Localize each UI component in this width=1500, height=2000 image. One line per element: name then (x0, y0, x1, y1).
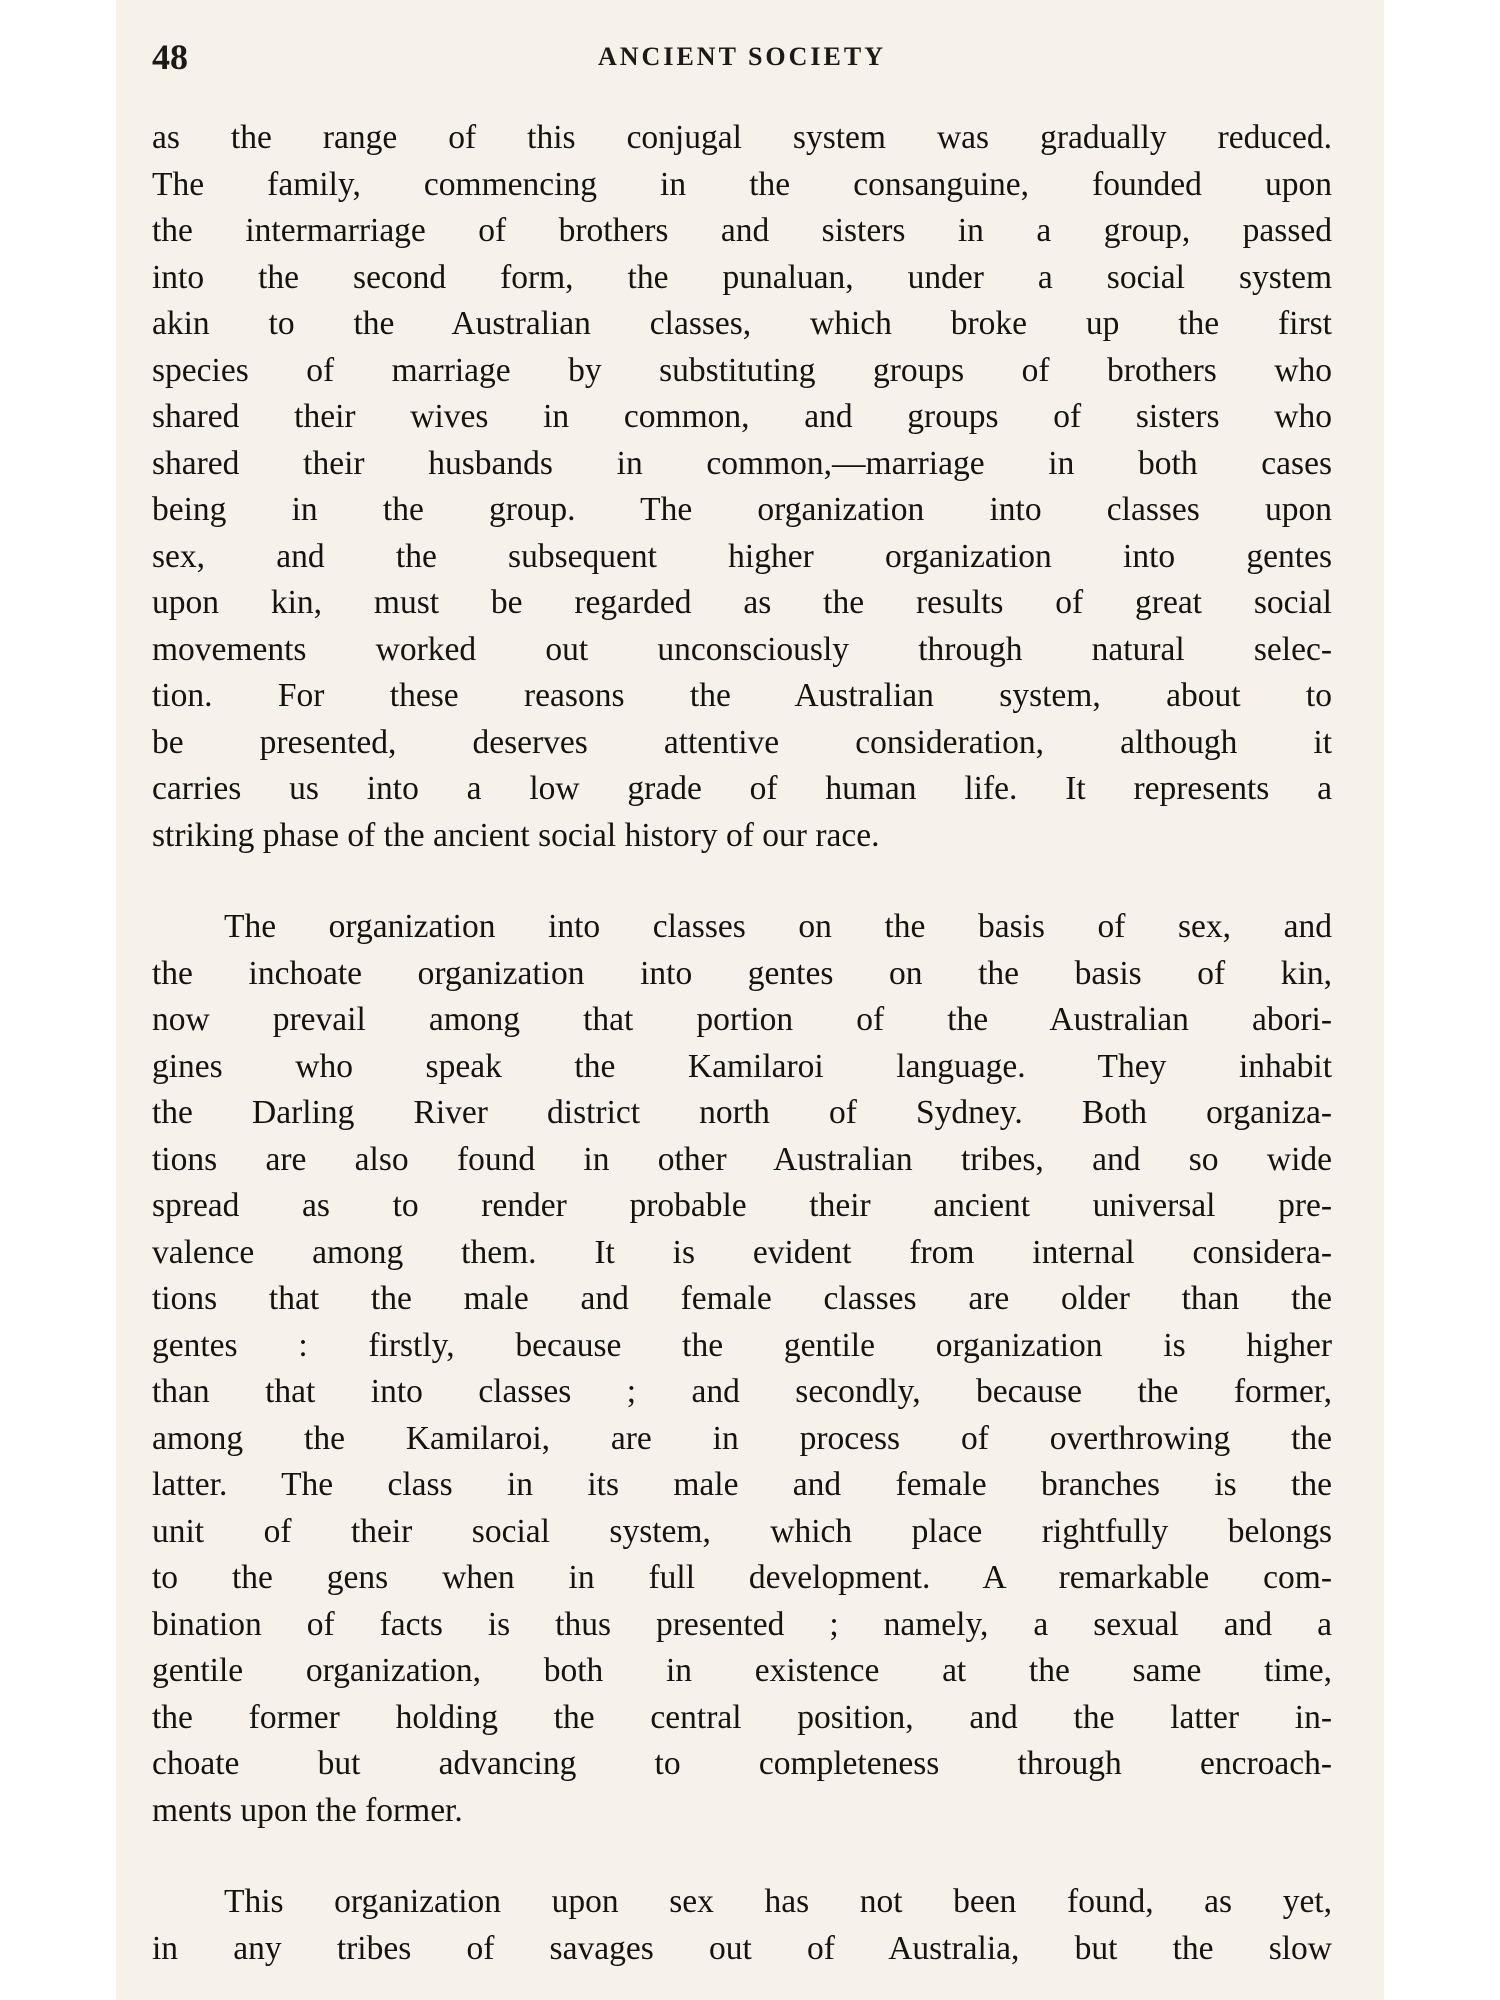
text-line: This organization upon sex has not been found, as yet, (224, 1883, 1332, 1920)
text-line: The organization into classes on the basis of sex, and (224, 908, 1332, 945)
text-line: carries us into a low grade of human life. It represents a (152, 770, 1332, 807)
text-line: be presented, deserves attentive consideration, although it (152, 723, 1332, 761)
paragraph-3 (152, 1879, 1332, 1972)
text-line: into the second form, the punaluan, under a social system (152, 258, 1332, 296)
text-line: as the range of this conjugal system was gradually reduced. (152, 119, 1332, 156)
text-line: akin to the Australian classes, which broke up the first (152, 305, 1332, 342)
text-line: latter. The class in its male and female branches is the (152, 1466, 1332, 1503)
text-line: tions are also found in other Australian tribes, and so wide (152, 1140, 1332, 1178)
text-line: being in the group. The organization into classes upon (152, 491, 1332, 528)
text-line: tion. For these reasons the Australian system, about to (152, 677, 1332, 714)
text-line: valence among them. It is evident from internal considera- (152, 1233, 1332, 1271)
text-line: spread as to render probable their ancient universal pre- (152, 1187, 1332, 1224)
text-line: gentile organization, both in existence at the same time, (152, 1652, 1332, 1689)
text-line: to the gens when in full development. A remarkable com- (152, 1559, 1332, 1596)
text-line: species of marriage by substituting groups of brothers who (152, 351, 1332, 389)
page-number: 48 (152, 37, 188, 77)
text-line: ments upon the former. (152, 1791, 463, 1829)
text-line: The family, commencing in the consanguine, founded upon (152, 165, 1332, 203)
text-line: shared their husbands in common,—marriage in both cases (152, 444, 1332, 482)
text-line: bination of facts is thus presented ; namely, a sexual and a (152, 1605, 1332, 1643)
text-line: gentes : firstly, because the gentile organization is higher (152, 1326, 1332, 1364)
paragraph-2 (152, 904, 1332, 1834)
text-line: upon kin, must be regarded as the results of great social (152, 584, 1332, 621)
text-line: shared their wives in common, and groups of sisters who (152, 398, 1332, 435)
page-header (152, 36, 1332, 86)
text-line: tions that the male and female classes are older than the (152, 1280, 1332, 1317)
text-line: among the Kamilaroi, are in process of overthrowing the (152, 1419, 1332, 1457)
text-line: sex, and the subsequent higher organization into gentes (152, 537, 1332, 575)
text-line: the Darling River district north of Sydney. Both organiza- (152, 1094, 1332, 1131)
body-text (152, 115, 1332, 1972)
running-title: ANCIENT SOCIETY (598, 42, 886, 71)
text-line: movements worked out unconsciously through natural selec- (152, 630, 1332, 668)
text-line: gines who speak the Kamilaroi language. They inhabit (152, 1047, 1332, 1085)
text-line: than that into classes ; and secondly, because the former, (152, 1373, 1332, 1410)
book-page (116, 0, 1384, 2000)
text-line: now prevail among that portion of the Australian abori- (152, 1001, 1332, 1038)
text-line: the former holding the central position, and the latter in- (152, 1698, 1332, 1736)
paragraph-1 (152, 115, 1332, 859)
text-line: the inchoate organization into gentes on the basis of kin, (152, 954, 1332, 992)
text-line: in any tribes of savages out of Australia, but the slow (152, 1929, 1332, 1967)
text-line: choate but advancing to completeness through encroach- (152, 1745, 1332, 1782)
text-line: the intermarriage of brothers and sisters in a group, passed (152, 212, 1332, 249)
text-line: unit of their social system, which place rightfully belongs (152, 1512, 1332, 1550)
text-line: striking phase of the ancient social history of our race. (152, 816, 880, 854)
